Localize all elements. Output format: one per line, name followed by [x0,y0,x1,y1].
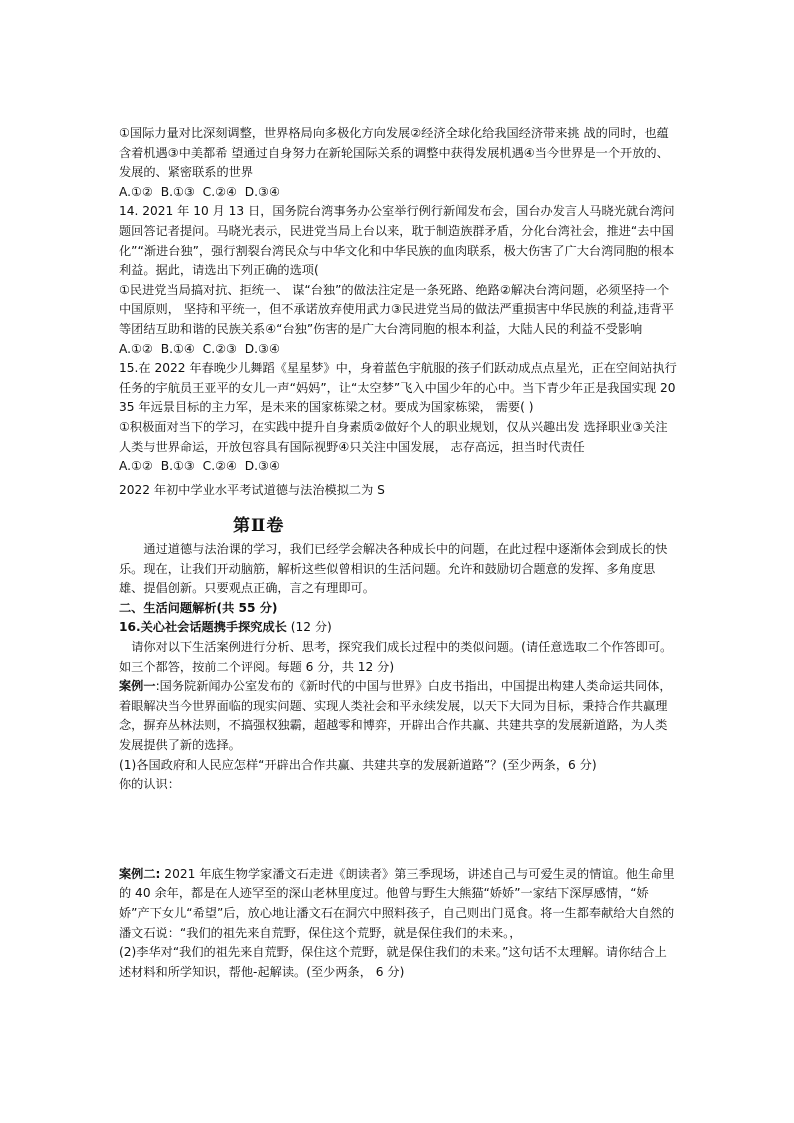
q14-statement: ①民进党当局搞对抗、拒统一、 谋“台独”的做法注定是一条死路、绝路②解决台湾问题，必须坚持一个中国原则， 坚持和平统一，但不承诺放弃使用武力③民进党当局的做法严重损害中华民族的利益,违背平等团结互助和谐的民族关系④“台独”伤害的是广大台湾同胞的根本利益，大陆人民的利益不受影响 [119,282,674,336]
part2-title: 第Ⅱ卷 [233,516,285,536]
q13-options: A.①② B.①③ C.②④ D.③④ [119,184,280,199]
q16-heading [119,618,679,638]
q15-statement: ①积极面对当下的学习，在实践中提升自身素质②做好个人的职业规划，仅从兴趣出发 选择职业③关注人类与世界命运，开放包容具有国际视野④只关注中国发展， 志存高远，担当时代责任 [119,419,668,454]
case1-paragraph [119,677,679,755]
q14-stem: 14. 2021 年 10 月 13 日，国务院台湾事务办公室举行例行新闻发布会，国台办发言人马晓光就台湾问题回答记者提问。马晓光表示，民进党当局上台以来，耽于制造族群矛盾，分化台湾社会，推进“去中国化”“渐进台独”，强行割裂台湾民众与中华文化和中华民族的血肉联系，极大伤害了广大台湾同胞的根本利益。据此，请选出下列正确的选项( [119,204,675,278]
part2-intro: 通过道德与法治课的学习，我们已经学会解决各种成长中的问题，在此过程中逐渐体会到成长的快乐。现在，让我们开动脑筋，解析这些似曾相识的生活问题。允许和鼓励切合题意的发挥、多角度思雄、提倡创新。只要观点正确，言之有理即可。 [119,542,668,596]
q13-statement: ①国际力量对比深刻调整，世界格局向多极化方向发展②经济全球化给我国经济带来挑 战的同时，也蕴含着机遇③中美都希 望通过自身努力在新轮国际关系的调整中获得发展机遇④当今世界是一个开放的、发展的、紧密联系的世界 [119,126,669,180]
case1-text: :国务院新闻办公室发布的《新时代的中国与世界》白皮书指出，中国提出构建人类命运共同体，着眼解决当今世界面临的现实问题、实现人类社会和平永续发展，以天下大同为目标，秉持合作共赢理念，摒弃丛林法则，不搞强权独霸，超越零和博弈，开辟出合作共赢、共建共享的发展新道路，为人类发展提供了新的选择。 [119,679,672,752]
case1-label: 案例一 [119,679,156,694]
page-upper [119,124,679,500]
q16-title: 16.关心社会话题携手探究成长 [119,620,287,635]
case1-answer-space[interactable] [119,795,679,865]
section-heading: 二、生活问题解析(共 55 分) [119,600,278,615]
page-lower [119,540,679,982]
case2-paragraph [119,865,679,943]
q16-score: (12 分) [286,620,332,635]
case1-answer-label: 你的认识： [119,777,180,792]
q16-instructions: 请你对以下生活案例进行分析、思考，探究我们成长过程中的类似问题。(请任意选取二个作答即可。如三个都答，按前二个评阅。每题 6 分，共 12 分) [119,639,673,674]
case2-text: 2021 年底生物学家潘文石走进《朗读者》第三季现场，讲述自己与可爱生灵的情谊。他生命里的 40 余年，都是在人迹罕至的深山老林里度过。他曾与野生大熊猫“娇娇”一家结下深厚感情，“娇娇”产下女儿“希望”后，放心地让潘文石在洞穴中照料孩子，自己则出门觅食。将一生都奉献给大自然的潘文石说：“我们的祖先来自荒野，保住这个荒野，就是保住我们的未来。， [119,866,675,940]
case2-question: (2)李华对“我们的祖先来自荒野，保住这个荒野，就是保住我们的未来。”这句话不太理解。请你结合上述材料和所学知识，帮他-起解读。(至少两条， 6 分) [119,945,667,979]
q14-options: A.①② B.①④ C.②③ D.③④ [119,341,280,356]
case1-question: (1)各国政府和人民应怎样“开辟出合作共赢、共建共享的发展新道路”？(至少两条，6 分) [119,757,597,772]
case2-label: 案例二: [119,866,161,881]
q15-options: A.①② B.①③ C.②④ D.③④ [119,459,280,474]
footer-title: 2022 年初中学业水平考试道德与法治模拟二为 S [119,482,385,497]
q15-stem: 15.在 2022 年春晚少儿舞蹈《星星梦》中，身着蓝色宇航服的孩子们跃动成点点星光，正在空间站执行任务的宇航员王亚平的女儿一声“妈妈”，让“太空梦”飞入中国少年的心中。当下青少年正是我国实现 2035 年远景目标的主力军，是未来的国家栋梁之材。要成为国家栋梁， 需要( ) [119,361,677,415]
